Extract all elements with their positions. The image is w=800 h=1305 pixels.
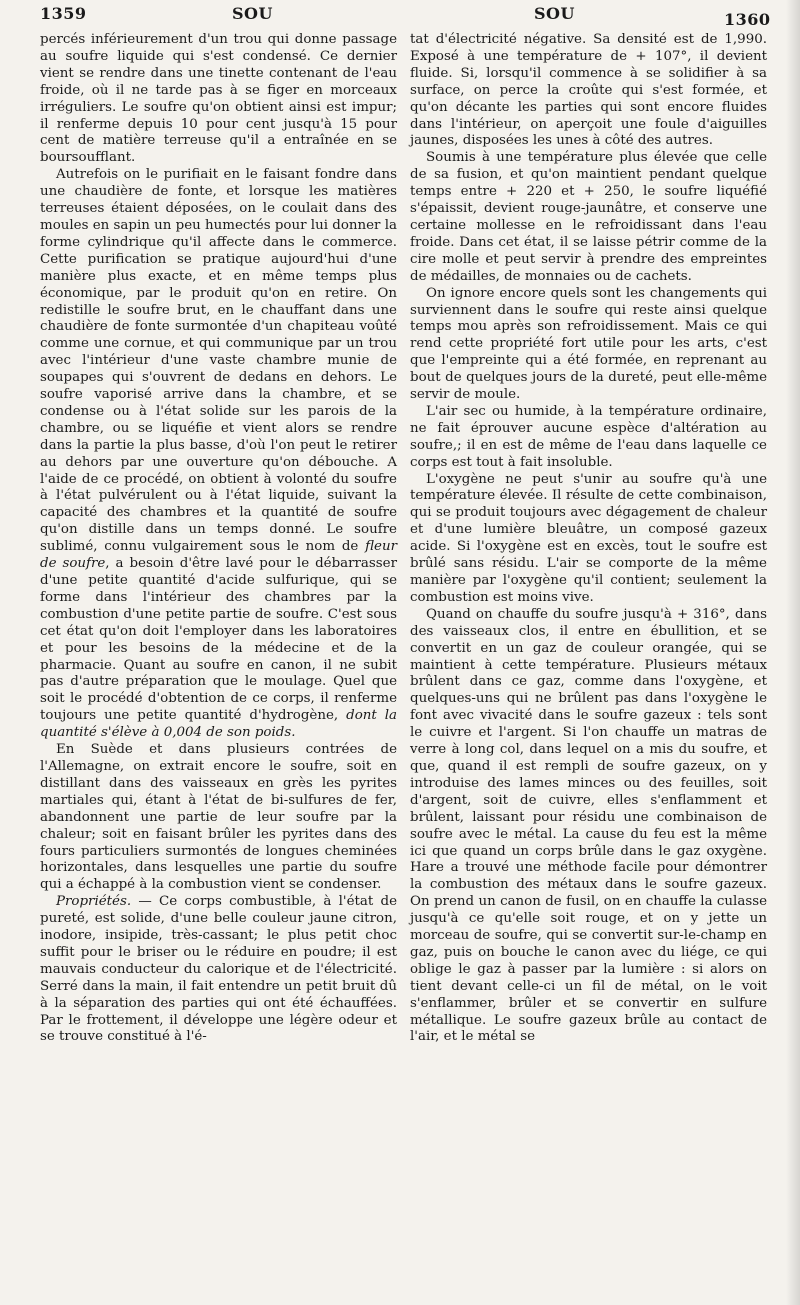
paragraph: On ignore encore quels sont les changements qui surviennent dans le soufre qui reste ainsi quelque temps mou après son refroidissement. Mais ce qui rend cette propriété fort utile pour les arts, c'est que l'empreinte qui a été formée, en reprenant au bout de quelques jours de la dureté, peut elle-même servir de moule.	[410, 285, 767, 403]
right-page-number: 1360	[724, 10, 771, 29]
paragraph: Quand on chauffe du soufre jusqu'à + 316°, dans des vaisseaux clos, il entre en ébullition, et se convertit en un gaz de couleur orangée, qui se maintient à cette température. Plusieurs métaux brûlent dans ce gaz, comme dans l'oxygène, et quelques-uns qui ne brûlent pas dans l'oxygène le font avec vivacité dans le soufre gazeux : tels sont le cuivre et l'argent. Si l'on chauffe un matras de verre à long col, dans lequel on a mis du soufre, et que, quand il est rempli de soufre gazeux, on y introduise des lames minces ou des feuilles, soit d'argent, soit de cuivre, elles s'enflamment et brûlent, laissant pour résidu une combinaison de soufre avec le métal. La cause du feu est la même ici que quand un corps brûle dans le gaz oxygène. Hare a trouvé une méthode facile pour démontrer la combustion des métaux dans le soufre gazeux. On prend un canon de fusil, on en chauffe la culasse jusqu'à ce qu'elle soit rouge, et on y jette un morceau de soufre, qui se convertit sur-le-champ en gaz, puis on bouche le canon avec du liége, ce qui oblige le gaz à passer par la lumière : si alors on tient devant celle-ci un fil de métal, on le voit s'enflammer, brûler et se convertir en sulfure métallique. Le soufre gazeux brûle au contact de l'air, et le métal se	[410, 606, 767, 1045]
left-running-head: SOU	[232, 4, 273, 23]
section-heading: Propriétés.	[56, 894, 132, 910]
paragraph: L'oxygène ne peut s'unir au soufre qu'à une température élevée. Il résulte de cette combinaison, qui se produit toujours avec dégagement de chaleur et d'une lumière bleuâtre, un composé gazeux acide. Si l'oxygène est en excès, tout le soufre est brûlé sans résidu. L'air se comporte de la même manière par l'oxygène qu'il contient; seulement la combustion est moins vive.	[410, 471, 767, 605]
paragraph: tat d'électricité négative. Sa densité est de 1,990. Exposé à une température de + 107°, il devient fluide. Si, lorsqu'il commence à se solidifier à sa surface, on perce la croûte qui s'est formée, et qu'on décante les parties qui sont encore fluides dans l'intérieur, on aperçoit une foule d'aiguilles jaunes, disposées les unes à côté des autres.	[410, 32, 767, 149]
left-column	[40, 32, 397, 1046]
paragraph: Propriétés. — Ce corps combustible, à l'état de pureté, est solide, d'une belle couleur jaune citron, inodore, insipide, très-cassant; le plus petit choc suffit pour le briser ou le réduire en poudre; il est mauvais conducteur du calorique et de l'électricité. Serré dans la main, il fait entendre un petit bruit dû à la séparation des parties qui ont été échauffées. Par le frottement, il développe une légère odeur et se trouve constitué à l'é-	[40, 894, 397, 1045]
running-header	[0, 0, 800, 30]
emphasis: dont la quantité s'élève à 0,004 de son poids.	[40, 708, 397, 741]
column-divider	[400, 34, 401, 1289]
left-page-number: 1359	[40, 4, 87, 23]
paragraph: Autrefois on le purifiait en le faisant fondre dans une chaudière de fonte, et lorsque les matières terreuses étaient déposées, on le coulait dans des moules en sapin un peu humectés pour lui donner la forme cylindrique qu'il affecte dans le commerce. Cette purification se pratique aujourd'hui d'une manière plus exacte, et en même temps plus économique, par le produit qu'on en retire. On redistille le soufre brut, en le chauffant dans une chaudière de fonte surmontée d'un chapiteau voûté comme une cornue, et qui communique par un trou avec l'intérieur d'une vaste chambre munie de soupapes qui s'ouvrent de dedans en dehors. Le soufre vaporisé arrive dans la chambre, et se condense ou à l'état solide sur les parois de la chambre, ou se liquéfie et vient alors se rendre dans la partie la plus basse, d'où l'on peut le retirer au dehors par une ouverture qu'on débouche. A l'aide de ce procédé, on obtient à volonté du soufre à l'état pulvérulent ou à l'état liquide, suivant la capacité des chambres et la quantité de soufre qu'on distille dans un temps donné. Le soufre sublimé, connu vulgairement sous le nom de fleur de soufre, a besoin d'être lavé pour le débarrasser d'une petite quantité d'acide sulfurique, qui se forme dans l'intérieur des chambres par la combustion d'une petite partie de soufre. C'est sous cet état qu'on doit l'employer dans les laboratoires et pour les besoins de la médecine et de la pharmacie. Quant au soufre en canon, il ne subit pas d'autre préparation que le moulage. Quel que soit le procédé d'obtention de ce corps, il renferme toujours une petite quantité d'hydrogène, dont la quantité s'élève à 0,004 de son poids.	[40, 167, 398, 741]
right-column	[410, 32, 767, 1046]
paragraph: Soumis à une température plus élevée que celle de sa fusion, et qu'on maintient pendant quelque temps entre + 220 et + 250, le soufre liquéfié s'épaissit, devient rouge-jaunâtre, et conserve une certaine mollesse en le refroidissant dans l'eau froide. Dans cet état, il se laisse pétrir comme de la cire molle et peut servir à prendre des empreintes de médailles, de monnaies ou de cachets.	[410, 150, 767, 284]
paragraph: percés inférieurement d'un trou qui donne passage au soufre liquide qui s'est condensé. Ce dernier vient se rendre dans une tinette contenant de l'eau froide, où il ne tarde pas à se figer en morceaux irréguliers. Le soufre qu'on obtient ainsi est impur; il renferme depuis 10 pour cent jusqu'à 15 pour cent de matière terreuse qu'il a entraînée en se boursoufflant.	[40, 32, 397, 166]
right-running-head: SOU	[534, 4, 575, 23]
emphasis: fleur de soufre	[40, 539, 398, 572]
paragraph: En Suède et dans plusieurs contrées de l'Allemagne, on extrait encore le soufre, soit en distillant dans des vaisseaux en grès les pyrites martiales qui, étant à l'état de bi-sulfures de fer, abandonnent une partie de leur soufre par la chaleur; soit en faisant brûler les pyrites dans des fours particuliers surmontés de longues cheminées horizontales, dans lesquelles une partie du soufre qui a échappé à la combustion vient se condenser.	[40, 742, 397, 893]
page-fold-shadow	[786, 0, 800, 1305]
paragraph: L'air sec ou humide, à la température ordinaire, ne fait éprouver aucune espèce d'altération au soufre,; il en est de même de l'eau dans laquelle ce corps est tout à fait insoluble.	[410, 403, 767, 470]
